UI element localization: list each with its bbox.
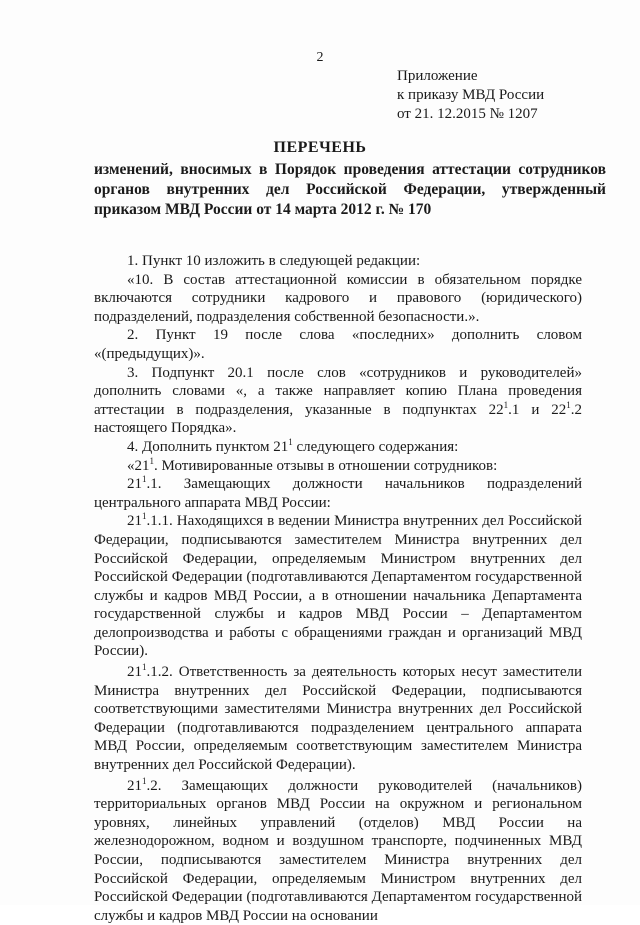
document-subtitle: изменений, вносимых в Порядок проведения аттестации сотрудников органов внутренних дел Российской Федерации, утвержденный приказом МВД России от 14 марта 2012 г. № 170 bbox=[94, 161, 606, 218]
paragraph-item-3 bbox=[94, 364, 582, 438]
paragraph-text: .1.1. Находящихся в ведении Министра внутренних дел Российской Федерации, подписываются заместителем Министра внутренних дел Российской Федерации, определяемым Министром внутренних дел Российской Федерации (подготавливаются Департаментом государственной службы и кадров МВД России, а в отношении начальника Департамента государственной службы и кадров МВД России – Департаментом делопроизводства и работы с обращениями граждан и организаций МВД России). bbox=[94, 513, 582, 660]
paragraph-item-1-text: «10. В состав аттестационной комиссии в обязательном порядке включаются сотрудники кадрового и правового (юридического) подразделений, подразделения собственной безопасности.». bbox=[94, 271, 582, 325]
paragraph-item-4 bbox=[94, 438, 582, 457]
superscript: 1 bbox=[566, 399, 571, 410]
paragraph-text: 4. Дополнить пунктом 21 bbox=[127, 438, 289, 455]
page-number: 2 bbox=[316, 50, 324, 65]
paragraph-text: 21 bbox=[127, 476, 142, 493]
paragraph-21-1-1-1 bbox=[94, 512, 582, 661]
paragraph-text: 21 bbox=[127, 777, 142, 794]
paragraph-text: «21 bbox=[127, 457, 150, 474]
document-title: ПЕРЕЧЕНЬ bbox=[273, 139, 367, 156]
paragraph-text: .2. Замещающих должности руководителей (начальников) территориальных органов МВД России на окружном и региональном уровнях, линейных управлений (отделов) МВД России на железнодорожном, водном и воздушном транспорте, подчиненных МВД России, подписываются заместителем Министра внутренних дел Российской Федерации, определяемым Министром внутренних дел Российской Федерации (подготавливаются Департаментом государственной службы и кадров МВД России на основании bbox=[94, 777, 582, 924]
superscript: 1 bbox=[142, 662, 147, 673]
paragraph-text: 21 bbox=[127, 513, 142, 530]
document-body bbox=[94, 252, 582, 925]
paragraph-text: .2 настоящего Порядка». bbox=[94, 401, 583, 437]
superscript: 1 bbox=[503, 399, 509, 410]
paragraph-text: следующего содержания: bbox=[292, 438, 459, 455]
superscript: 1 bbox=[288, 436, 293, 447]
paragraph-item-1: 1. Пункт 10 изложить в следующей редакции: bbox=[127, 253, 421, 269]
paragraph-21-1-2 bbox=[94, 777, 582, 925]
paragraph-text: .1. Замещающих должности начальников подразделений центрального аппарата МВД России: bbox=[94, 476, 582, 511]
paragraph-21-1-1 bbox=[94, 475, 582, 512]
paragraph-text: 3. Подпункт 20.1 после слов «сотрудников и руководителей» дополнить словами «, а также направляет копию Плана проведения аттестации в подразделения, указанные в подпунктах 22 bbox=[94, 364, 582, 418]
paragraph-21-1-1-2 bbox=[94, 663, 582, 775]
appendix-label: Приложение bbox=[397, 68, 478, 84]
superscript: 1 bbox=[142, 511, 147, 522]
paragraph-21-1 bbox=[94, 457, 582, 476]
appendix-block bbox=[397, 67, 544, 124]
paragraph-item-2: 2. Пункт 19 после слова «последних» дополнить словом «(предыдущих)». bbox=[94, 327, 582, 362]
paragraph-text: 21 bbox=[127, 664, 142, 681]
superscript: 1 bbox=[149, 455, 154, 466]
paragraph-text: .1 и 22 bbox=[508, 401, 567, 418]
paragraph-text: .1.2. Ответственность за деятельность которых несут заместители Министра внутренних дел Российской Федерации, подписываются соответствующими заместителями Министра внутренних дел Российской Федерации (подготавливаются подразделением центрального аппарата МВД России, определяемым соответствующим заместителем Министра внутренних дел Российской Федерации). bbox=[94, 664, 582, 774]
appendix-date-number: от 21. 12.2015 № 1207 bbox=[397, 106, 538, 122]
appendix-order-ref: к приказу МВД России bbox=[397, 87, 545, 103]
paragraph-text: . Мотивированные отзывы в отношении сотрудников: bbox=[154, 457, 498, 474]
superscript: 1 bbox=[142, 474, 147, 485]
superscript: 1 bbox=[142, 775, 147, 786]
